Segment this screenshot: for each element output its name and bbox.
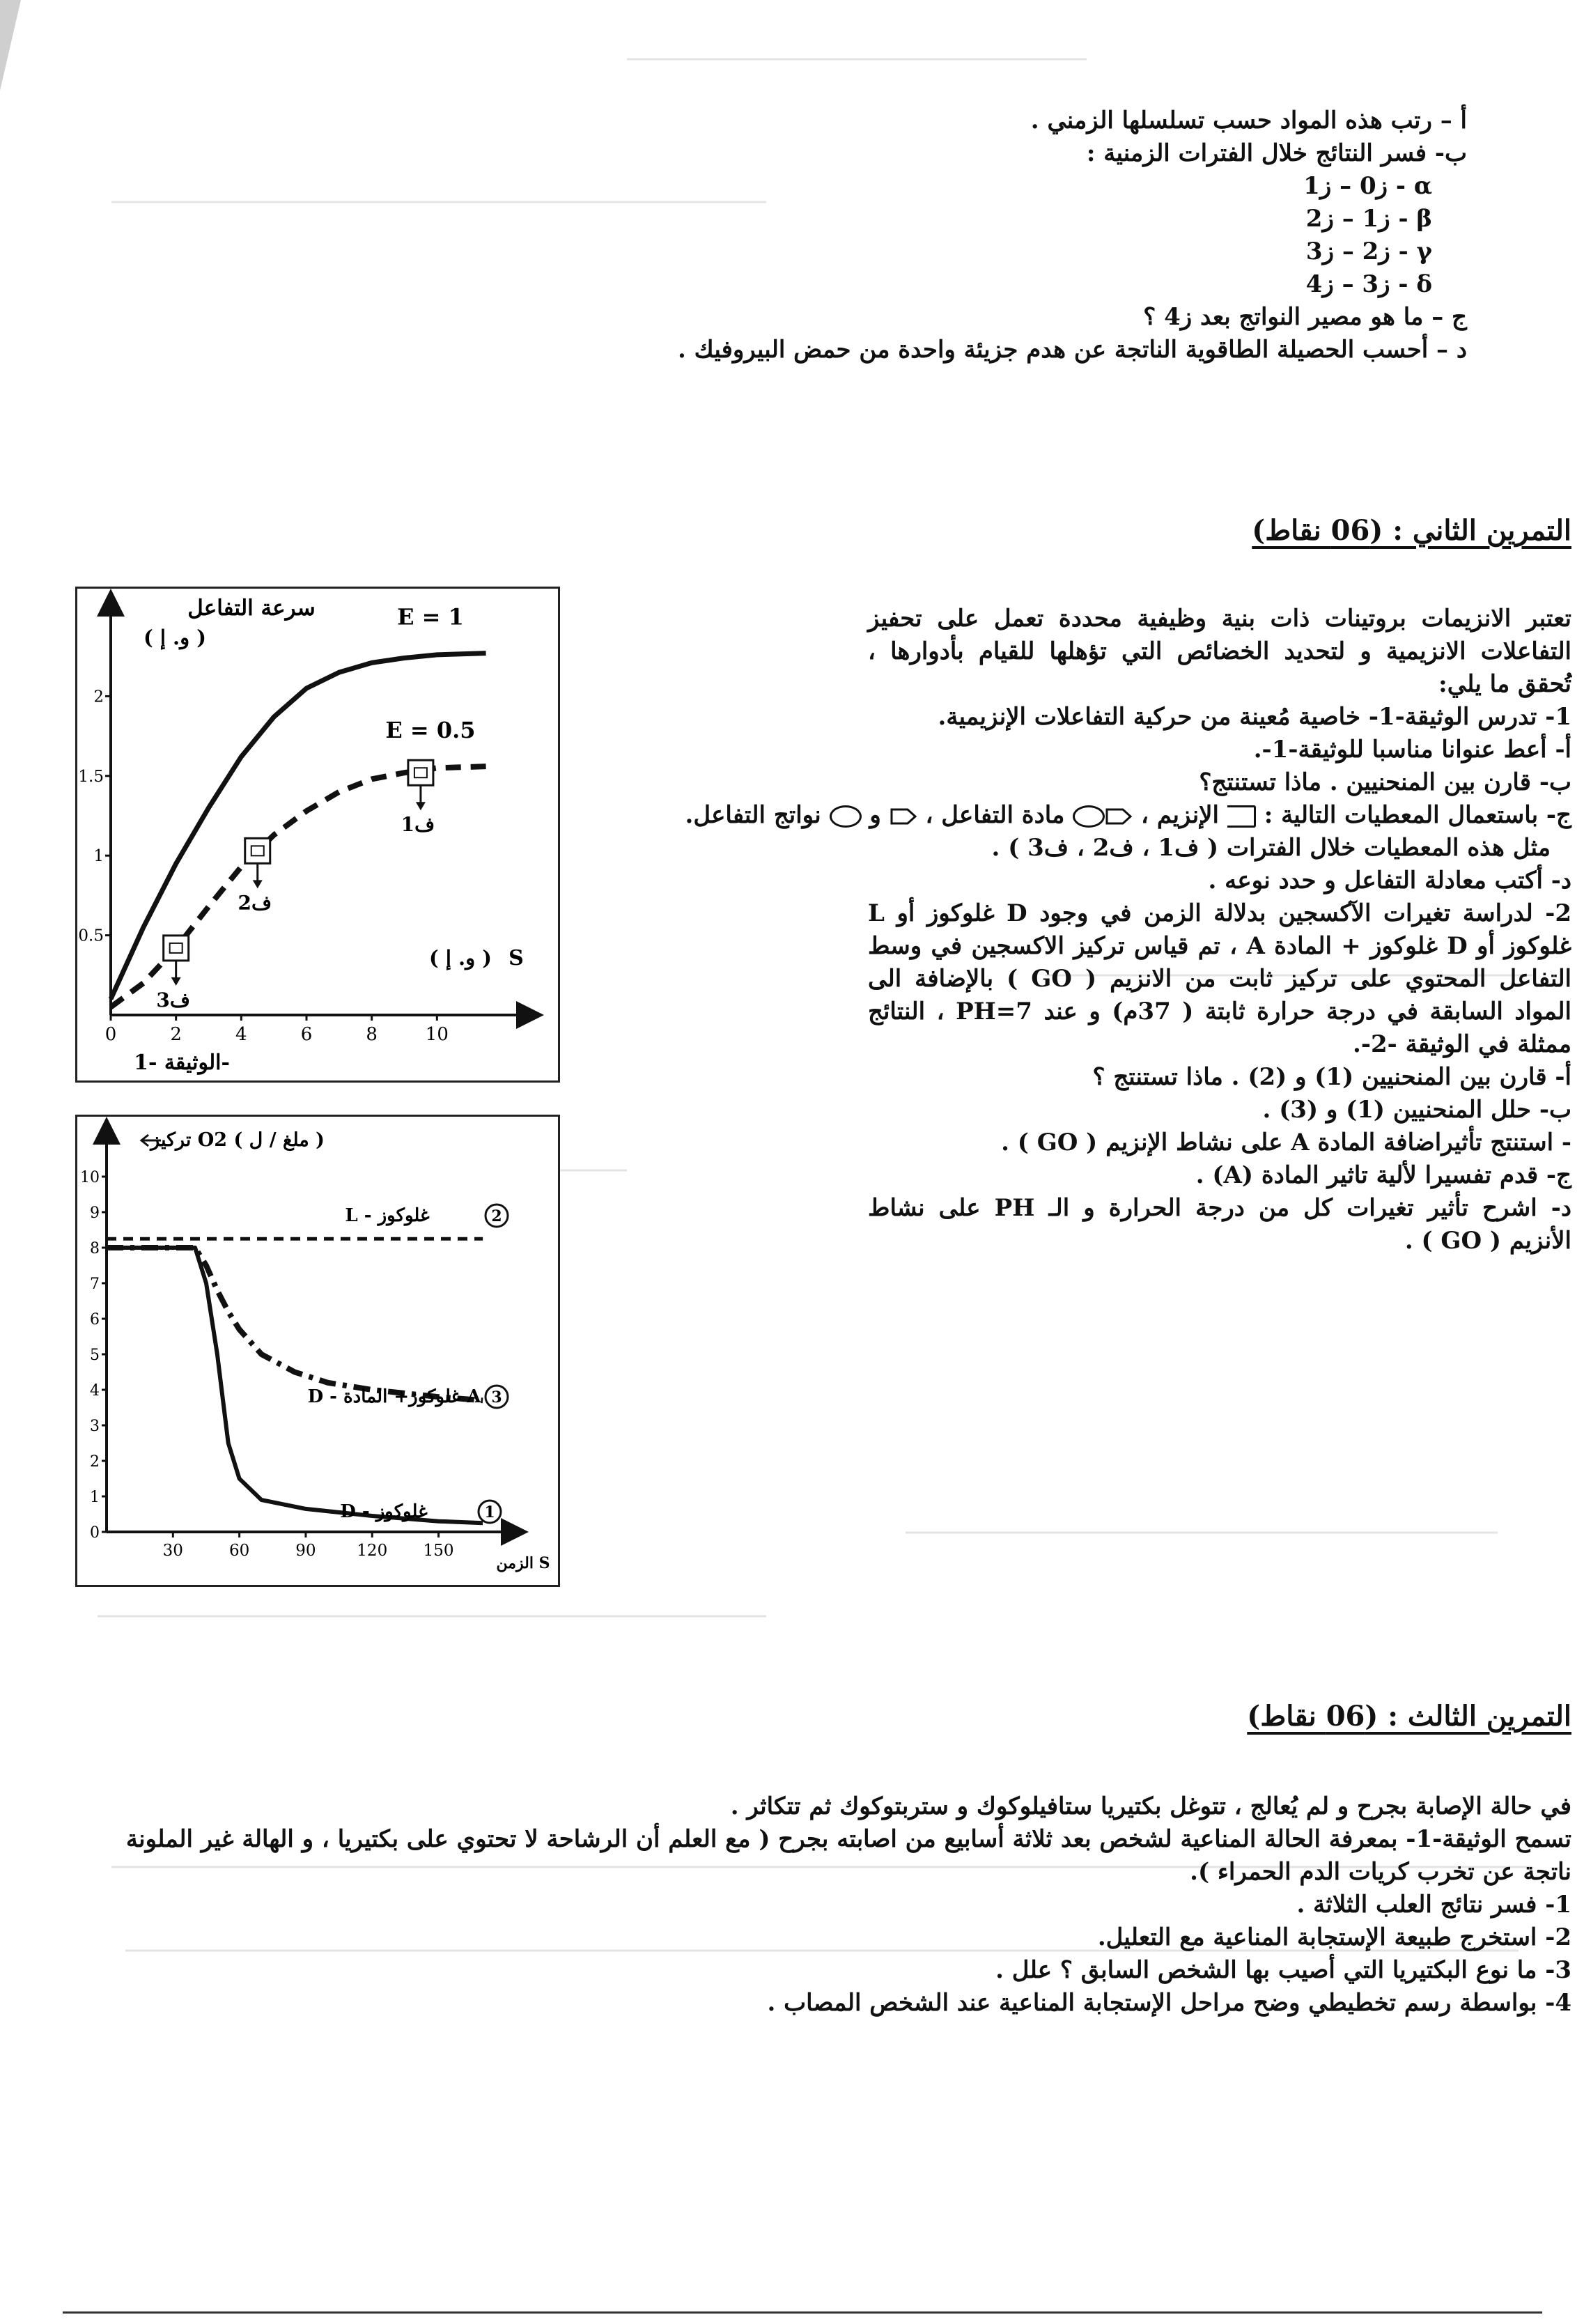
period-gamma: γ - ز2 – ز3 (1305, 238, 1432, 265)
x-axis-title: S (508, 946, 524, 970)
q1c-and: و (869, 801, 881, 829)
series-e05-line (111, 766, 486, 1007)
series-e1-label: E = 1 (397, 603, 464, 630)
y-tick-label: 4 (90, 1382, 100, 1400)
x-axis-unit: ( و. إ ) (429, 946, 492, 970)
exercise2-q1c (685, 799, 1571, 832)
exercise2-text (685, 603, 1572, 1257)
part1-question-d: د – أحسب الحصيلة الطاقوية الناتجة عن هدم جزيئة واحدة من حمض البيروفيك . (677, 336, 1467, 364)
series-1-label: D - غلوكوز (340, 1501, 428, 1522)
document2-chart (77, 1117, 558, 1585)
x-tick-label: 150 (423, 1542, 454, 1560)
period-delta: δ - ز3 – ز4 (1305, 270, 1432, 298)
x-tick-label: 90 (295, 1542, 316, 1560)
enzyme-symbol-icon (1227, 805, 1256, 828)
period-marker-label: ف1 (401, 813, 435, 837)
exercise2-title: التمرين الثاني : (06 نقاط) (1252, 514, 1571, 547)
series-1-line (107, 1248, 483, 1523)
exercise2-q1: 1- تدرس الوثيقة-1- خاصية مُعينة من حركية التفاعلات الإنزيمية. (938, 703, 1571, 731)
exercise2-q1a: أ- أعط عنوانا مناسبا للوثيقة-1-. (1253, 736, 1571, 764)
y-axis-title: سرعة التفاعل (187, 596, 316, 621)
y-tick-label: 7 (90, 1276, 100, 1293)
x-tick-label: 4 (235, 1024, 247, 1045)
exercise3-q2: 2- استخرج طبيعة الإستجابة المناعية مع التعليل. (1097, 1923, 1571, 1951)
exercise2-q1c2: مثل هذه المعطيات خلال الفترات ( ف1 ، ف2 ، ف3 ) . (991, 834, 1551, 862)
exercise2-q2d: د- اشرح تأثير تغيرات كل من درجة الحرارة و الـ PH على نشاط الأنزيم ( GO ) . (868, 1194, 1571, 1255)
period-marker-box (245, 838, 270, 863)
period-marker-label: ف2 (238, 891, 272, 915)
exercise3-q4: 4- بواسطة رسم تخطيطي وضح مراحل الإستجابة المناعية عند الشخص المصاب . (767, 1989, 1571, 2017)
x-tick-label: 8 (366, 1024, 378, 1045)
exercise3-text (109, 1790, 1571, 2020)
substrate-ellipse-icon (1073, 805, 1105, 828)
exercise2-intro: تعتبر الانزيمات بروتينات ذات بنية وظيفية محددة تعمل على تحفيز التفاعلات الانزيمية و لتحديد الخضائص التي تؤهلها للقيام بأدوارها ، تُحقق ما يلي: (868, 605, 1571, 698)
product-ellipse-icon (830, 805, 862, 828)
exercise3-line2: تسمح الوثيقة-1- بمعرفة الحالة المناعية لشخص بعد ثلاثة أسابيع من اصابته بجرح ( مع العلم أن الرشاحة لا تحتوي على بكتيريا ، و الهالة غير الملونة ناتجة عن تخرب كريات الدم الحمراء ). (125, 1825, 1571, 1886)
substrate-symbol-icon (1105, 807, 1133, 826)
x-tick-label: 0 (104, 1024, 117, 1045)
period-beta: β - ز1 – ز2 (1305, 205, 1432, 233)
exercise2-q2c: ج- قدم تفسيرا لألية تاثير المادة (A) . (1195, 1161, 1571, 1189)
part1-questions (143, 104, 1467, 366)
series-2-label: L - غلوكوز (345, 1205, 430, 1226)
exercise2-q2a: أ- قارن بين المنحنيين (1) و (2) . ماذا تستنتج ؟ (1092, 1063, 1571, 1091)
exercise3-title: التمرين الثالث : (06 نقاط) (1247, 1700, 1571, 1733)
series-e05-label: E = 0.5 (385, 716, 476, 743)
y-tick-label: 0 (90, 1524, 100, 1542)
series-2-number: 2 (491, 1207, 502, 1225)
q1c-enzyme: الإنزيم ، (1141, 801, 1219, 829)
x-tick-label: 10 (425, 1024, 449, 1045)
part1-question-a: أ – رتب هذه المواد حسب تسلسلها الزمني . (1030, 107, 1467, 134)
exercise2-q1b: ب- قارن بين المنحنيين . ماذا تستنتج؟ (1199, 768, 1571, 796)
part1-question-c: ج – ما هو مصير النواتج بعد ز4 ؟ (1143, 303, 1467, 331)
period-greek: α (1413, 172, 1432, 200)
exercise3-q3: 3- ما نوع البكتيريا التي أصيب بها الشخص السابق ؟ علل . (995, 1956, 1571, 1984)
period-range: ز0 – ز1 (1303, 172, 1388, 200)
period-greek: β (1416, 205, 1432, 233)
y-tick-label: 9 (90, 1204, 100, 1222)
series-1-number: 1 (484, 1503, 495, 1521)
document2-figure (75, 1115, 560, 1587)
exercise2-q2: 2- لدراسة تغيرات الآكسجين بدلالة الزمن في وجود D غلوكوز أو L غلوكوز أو D غلوكوز + المادة A ، تم قياس تركيز الاكسجين في وسط التفاعل المحتوي على تركيز ثابت من الانزيم ( GO ) بالإضافة الى المواد السابقة في درجة حرارة ثابتة ( 37م) و عند PH=7 ، النتائج ممثلة في الوثيقة -2-. (868, 899, 1572, 1058)
x-tick-label: 2 (170, 1024, 182, 1045)
period-marker-label: ف3 (156, 988, 190, 1012)
bottom-rule (63, 2311, 1542, 2314)
period-range: ز1 – ز2 (1305, 205, 1390, 233)
series-3-number: 3 (491, 1388, 502, 1407)
series-3-line (107, 1248, 483, 1400)
y-tick-label: 5 (90, 1347, 100, 1364)
exercise2-q2b2: - استنتج تأثيراضافة المادة A على نشاط الإنزيم ( GO ) . (1001, 1129, 1571, 1156)
y-tick-label: 1 (93, 847, 104, 866)
exercise3-line1: في حالة الإصابة بجرح و لم يُعالج ، تتوغل بكتيريا ستافيلوكوك و ستربتوكوك ثم تتكاثر . (730, 1792, 1571, 1820)
y-tick-label: 1 (90, 1489, 100, 1506)
y-tick-label: 0.5 (78, 927, 104, 945)
x-axis-title: الزمن S (496, 1554, 550, 1572)
x-tick-label: 60 (228, 1542, 250, 1560)
part1-question-b: ب- فسر النتائج خلال الفترات الزمنية : (1086, 139, 1467, 167)
period-range: ز3 – ز4 (1305, 270, 1390, 298)
x-tick-label: 120 (357, 1542, 388, 1560)
y-axis-unit: ( و. إ ) (143, 626, 206, 649)
document1-chart (77, 589, 558, 1080)
period-marker-arrow (416, 802, 426, 810)
chart-title: الوثيقة -1- (134, 1051, 230, 1075)
period-alpha: α - ز0 – ز1 (1303, 172, 1432, 200)
q1c-products: نواتج التفاعل. (685, 801, 821, 829)
y-tick-label: 2 (93, 688, 104, 706)
y-axis-title: تركيز O2 ( ملغ / ل ) (150, 1129, 325, 1151)
x-tick-label: 30 (162, 1542, 183, 1560)
period-greek: γ (1416, 238, 1432, 265)
y-tick-label: 1.5 (78, 767, 104, 786)
period-marker-box (164, 936, 189, 961)
period-marker-arrow (171, 977, 181, 986)
q1c-substrate: مادة التفاعل ، (925, 801, 1065, 829)
exercise3-q1: 1- فسر نتائج العلب الثلاثة . (1296, 1891, 1571, 1919)
q1c-intro: ج- باستعمال المعطيات التالية : (1264, 801, 1571, 829)
product-arrow-icon (890, 807, 917, 826)
period-marker-box (408, 760, 433, 785)
period-marker-arrow (253, 880, 263, 888)
y-tick-label: 6 (90, 1311, 100, 1328)
x-tick-label: 6 (300, 1024, 313, 1045)
document1-figure (75, 587, 560, 1083)
series-3-label: D - غلوكوز+ المادة A (307, 1386, 481, 1407)
y-tick-label: 2 (90, 1453, 100, 1471)
exercise2-q1d: د- أكتب معادلة التفاعل و حدد نوعه . (1208, 867, 1571, 894)
exercise2-q2b: ب- حلل المنحنيين (1) و (3) . (1262, 1096, 1571, 1124)
y-tick-label: 8 (90, 1240, 100, 1257)
y-tick-label: 10 (80, 1169, 100, 1186)
y-tick-label: 3 (90, 1418, 100, 1435)
period-range: ز2 – ز3 (1305, 238, 1390, 265)
period-greek: δ (1416, 270, 1432, 298)
